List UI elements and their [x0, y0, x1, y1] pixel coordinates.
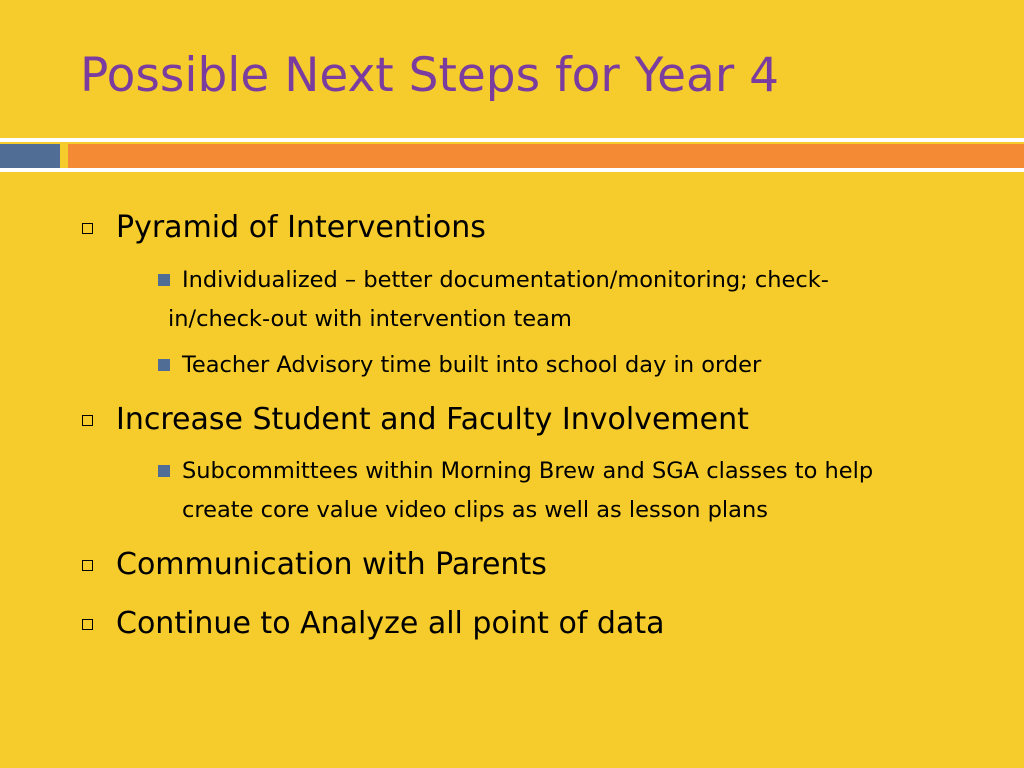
sub-bullet-line: create core value video clips as well as lesson plans: [182, 497, 768, 523]
sub-bullet-line: Individualized – better documentation/monitoring; check-: [182, 267, 829, 293]
sub-bullet-item: [182, 452, 982, 530]
hollow-square-bullet-icon: [82, 223, 93, 234]
sub-bullet-line: Subcommittees within Morning Brew and SGA classes to help: [182, 458, 874, 484]
hollow-square-bullet-icon: [82, 619, 93, 630]
sub-bullet-item: [168, 261, 982, 339]
bullet-item: Continue to Analyze all point of data: [116, 606, 665, 641]
filled-square-bullet-icon: [158, 274, 170, 286]
slide-title: Possible Next Steps for Year 4: [80, 48, 779, 103]
bullet-item: Pyramid of Interventions: [116, 210, 486, 245]
filled-square-bullet-icon: [158, 359, 170, 371]
filled-square-bullet-icon: [158, 465, 170, 477]
sub-bullet-item: [182, 346, 982, 385]
bullet-item: Increase Student and Faculty Involvement: [116, 402, 749, 437]
hollow-square-bullet-icon: [82, 415, 93, 426]
bullet-item: Communication with Parents: [116, 547, 547, 582]
sub-bullet-line: Teacher Advisory time built into school day in order: [182, 352, 762, 378]
sub-bullet-line: in/check-out with intervention team: [168, 306, 572, 332]
hollow-square-bullet-icon: [82, 560, 93, 571]
